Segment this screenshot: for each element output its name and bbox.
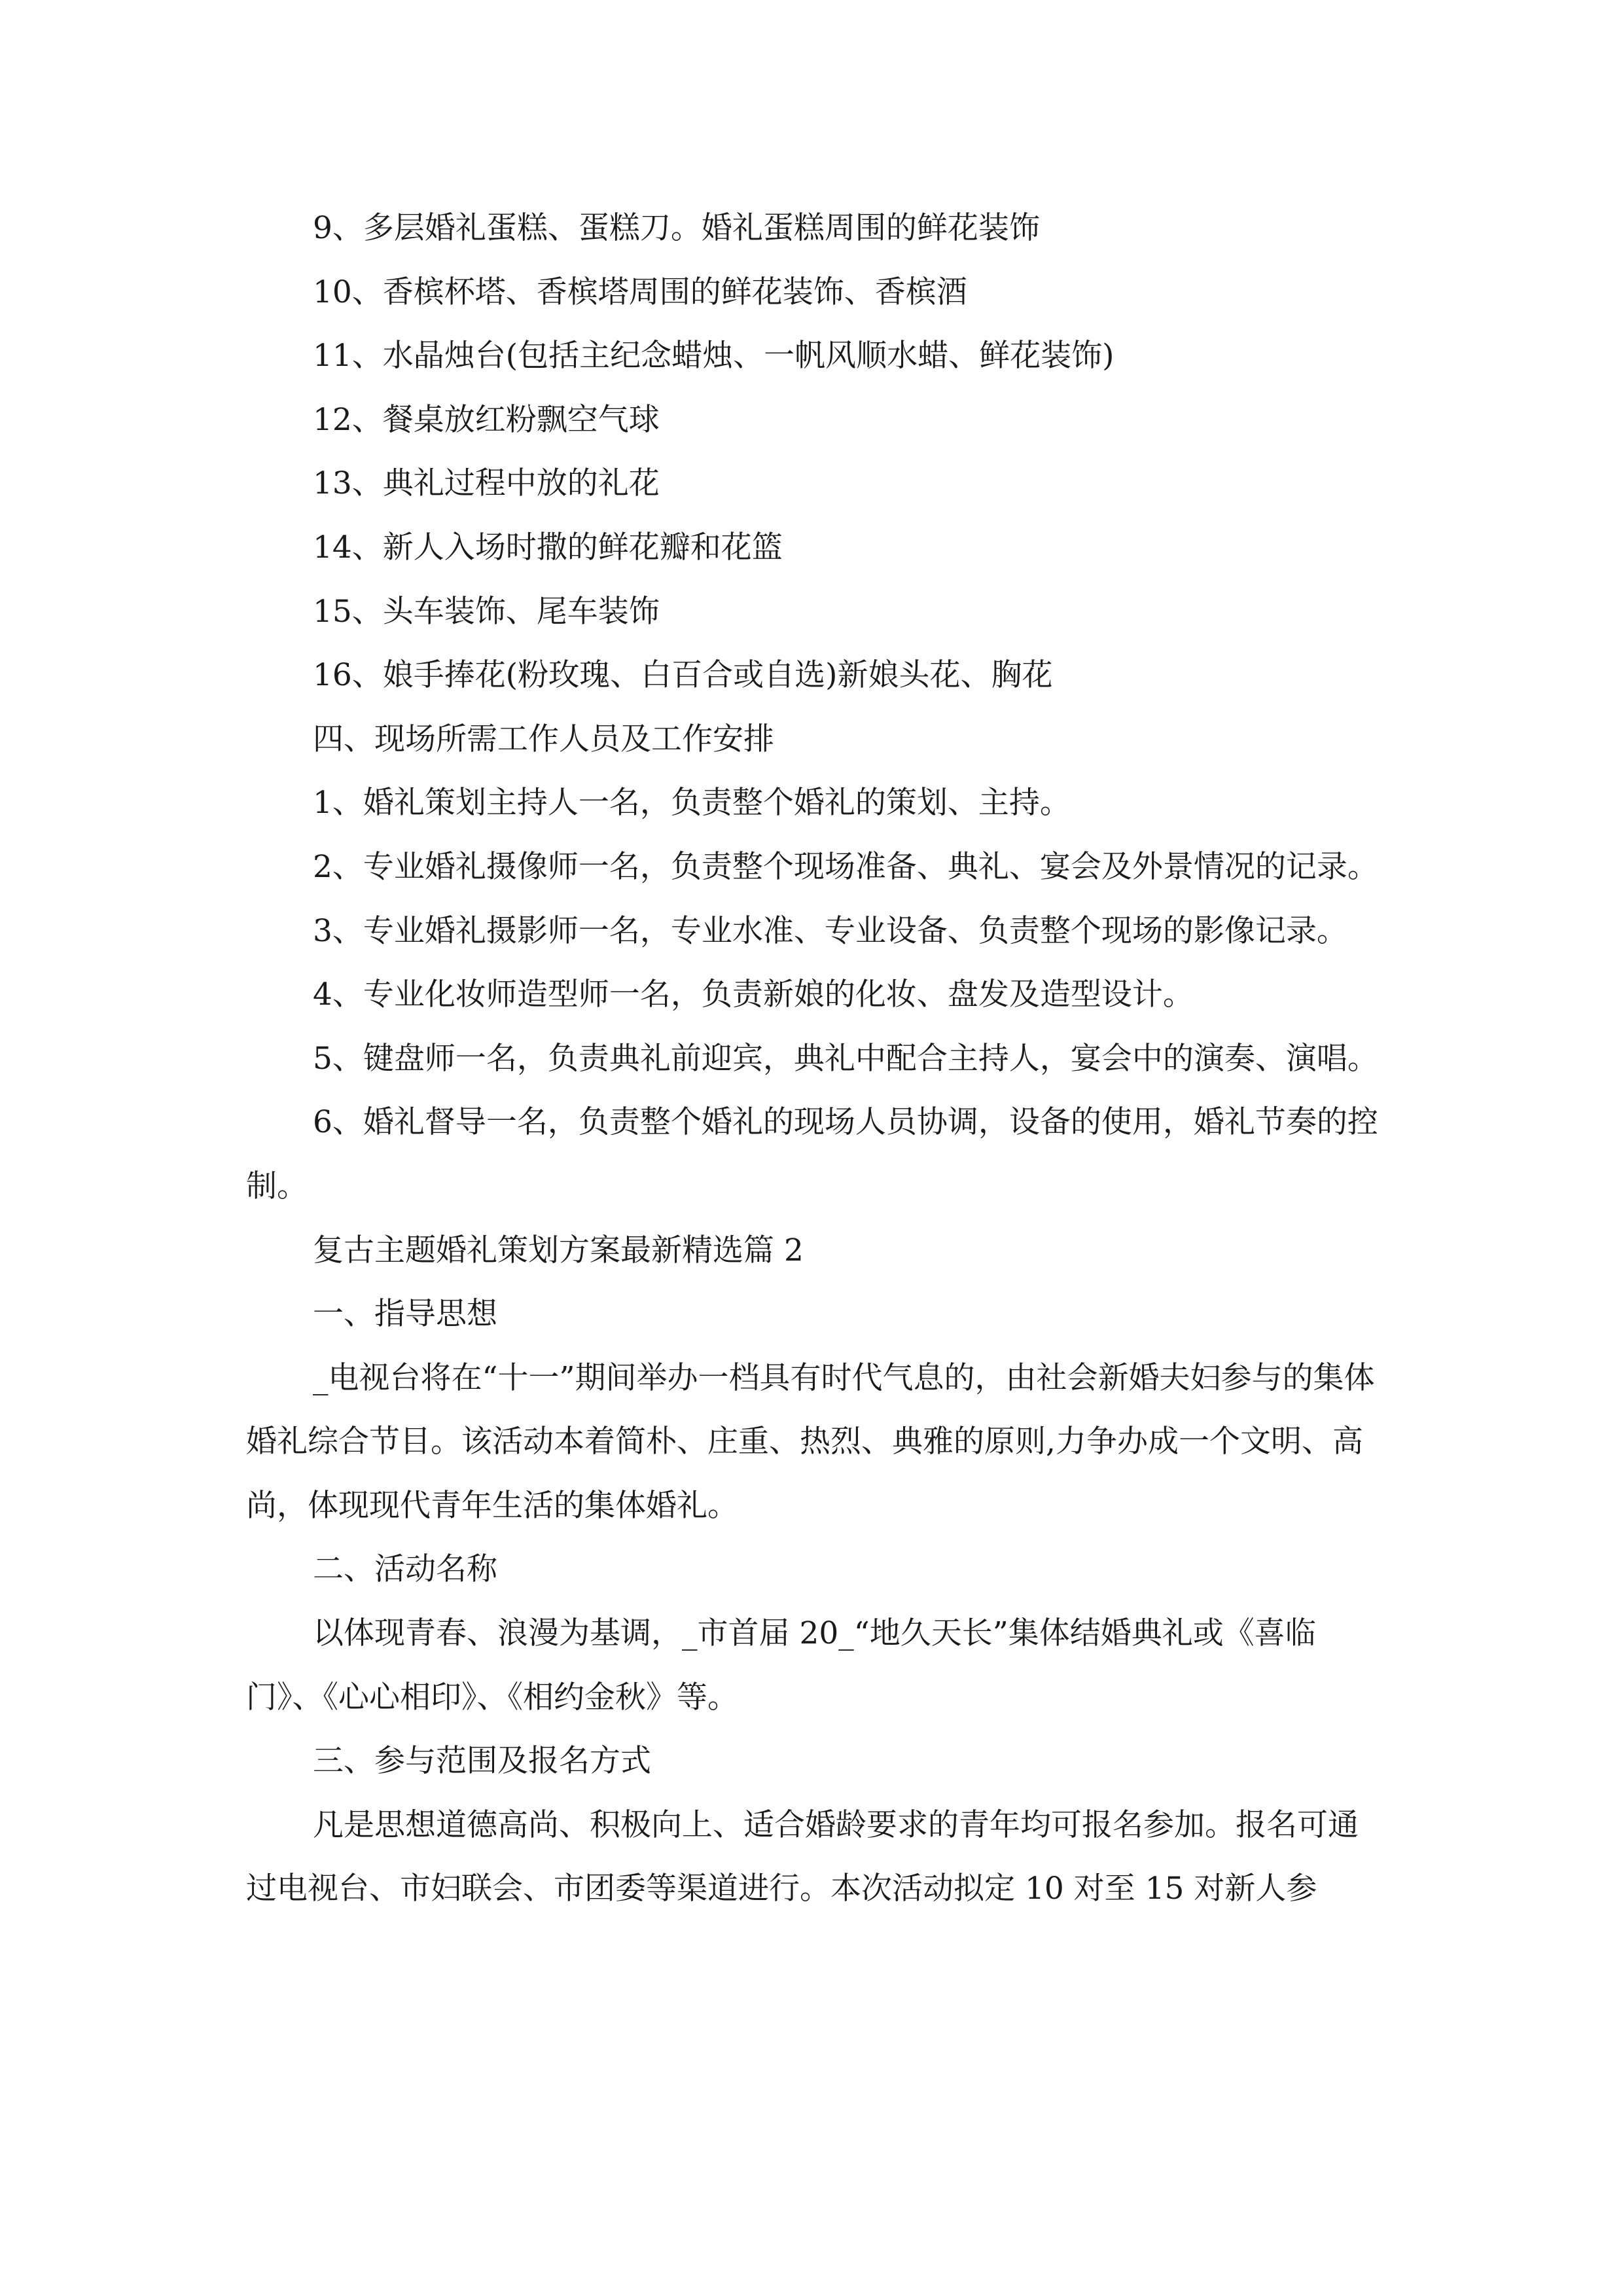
staff-item-6: 6、婚礼督导一名，负责整个婚礼的现场人员协调，设备的使用，婚礼节奏的控制。 bbox=[246, 1104, 1378, 1204]
list-item-13: 13、典礼过程中放的礼花 bbox=[313, 465, 660, 502]
list-item-11: 11、水晶烛台(包括主纪念蜡烛、一帆风顺水蜡、鲜花装饰) bbox=[313, 338, 1115, 374]
section-heading-event-name: 二、活动名称 bbox=[313, 1551, 497, 1588]
section-heading-guiding-idea: 一、指导思想 bbox=[313, 1296, 497, 1333]
guiding-idea-paragraph: _电视台将在“十一”期间举办一档具有时代气息的，由社会新婚夫妇参与的集体婚礼综合节目。该活动本着简朴、庄重、热烈、典雅的原则,力争办成一个文明、高尚，体现现代青年生活的集体婚礼。 bbox=[246, 1359, 1375, 1524]
list-item-12: 12、餐桌放红粉飘空气球 bbox=[313, 401, 660, 438]
event-name-paragraph: 以体现青春、浪漫为基调，_市首届 20_“地久天长”集体结婚典礼或《喜临门》、《心心相印》、《相约金秋》等。 bbox=[246, 1615, 1316, 1715]
staff-item-5: 5、键盘师一名，负责典礼前迎宾，典礼中配合主持人，宴会中的演奏、演唱。 bbox=[313, 1040, 1378, 1077]
staff-item-1: 1、婚礼策划主持人一名，负责整个婚礼的策划、主持。 bbox=[313, 785, 1071, 821]
staff-item-4: 4、专业化妆师造型师一名，负责新娘的化妆、盘发及造型设计。 bbox=[313, 977, 1194, 1013]
list-item-9: 9、多层婚礼蛋糕、蛋糕刀。婚礼蛋糕周围的鲜花装饰 bbox=[313, 210, 1040, 246]
section-heading-staff: 四、现场所需工作人员及工作安排 bbox=[313, 721, 774, 757]
list-item-16: 16、娘手捧花(粉玫瑰、白百合或自选)新娘头花、胸花 bbox=[313, 657, 1053, 694]
staff-item-3: 3、专业婚礼摄影师一名，专业水准、专业设备、负责整个现场的影像记录。 bbox=[313, 912, 1347, 949]
article-title: 复古主题婚礼策划方案最新精选篇 2 bbox=[313, 1232, 804, 1268]
list-item-14: 14、新人入场时撒的鲜花瓣和花篮 bbox=[313, 529, 783, 565]
document-body bbox=[246, 196, 1385, 1921]
section-heading-scope: 三、参与范围及报名方式 bbox=[313, 1743, 651, 1780]
list-item-15: 15、头车装饰、尾车装饰 bbox=[313, 593, 660, 630]
staff-item-2: 2、专业婚礼摄像师一名，负责整个现场准备、典礼、宴会及外景情况的记录。 bbox=[313, 848, 1378, 885]
list-item-10: 10、香槟杯塔、香槟塔周围的鲜花装饰、香槟酒 bbox=[313, 274, 967, 310]
scope-paragraph: 凡是思想道德高尚、积极向上、适合婚龄要求的青年均可报名参加。报名可通过电视台、市妇联会、市团委等渠道进行。本次活动拟定 10 对至 15 对新人参 bbox=[246, 1806, 1359, 1907]
